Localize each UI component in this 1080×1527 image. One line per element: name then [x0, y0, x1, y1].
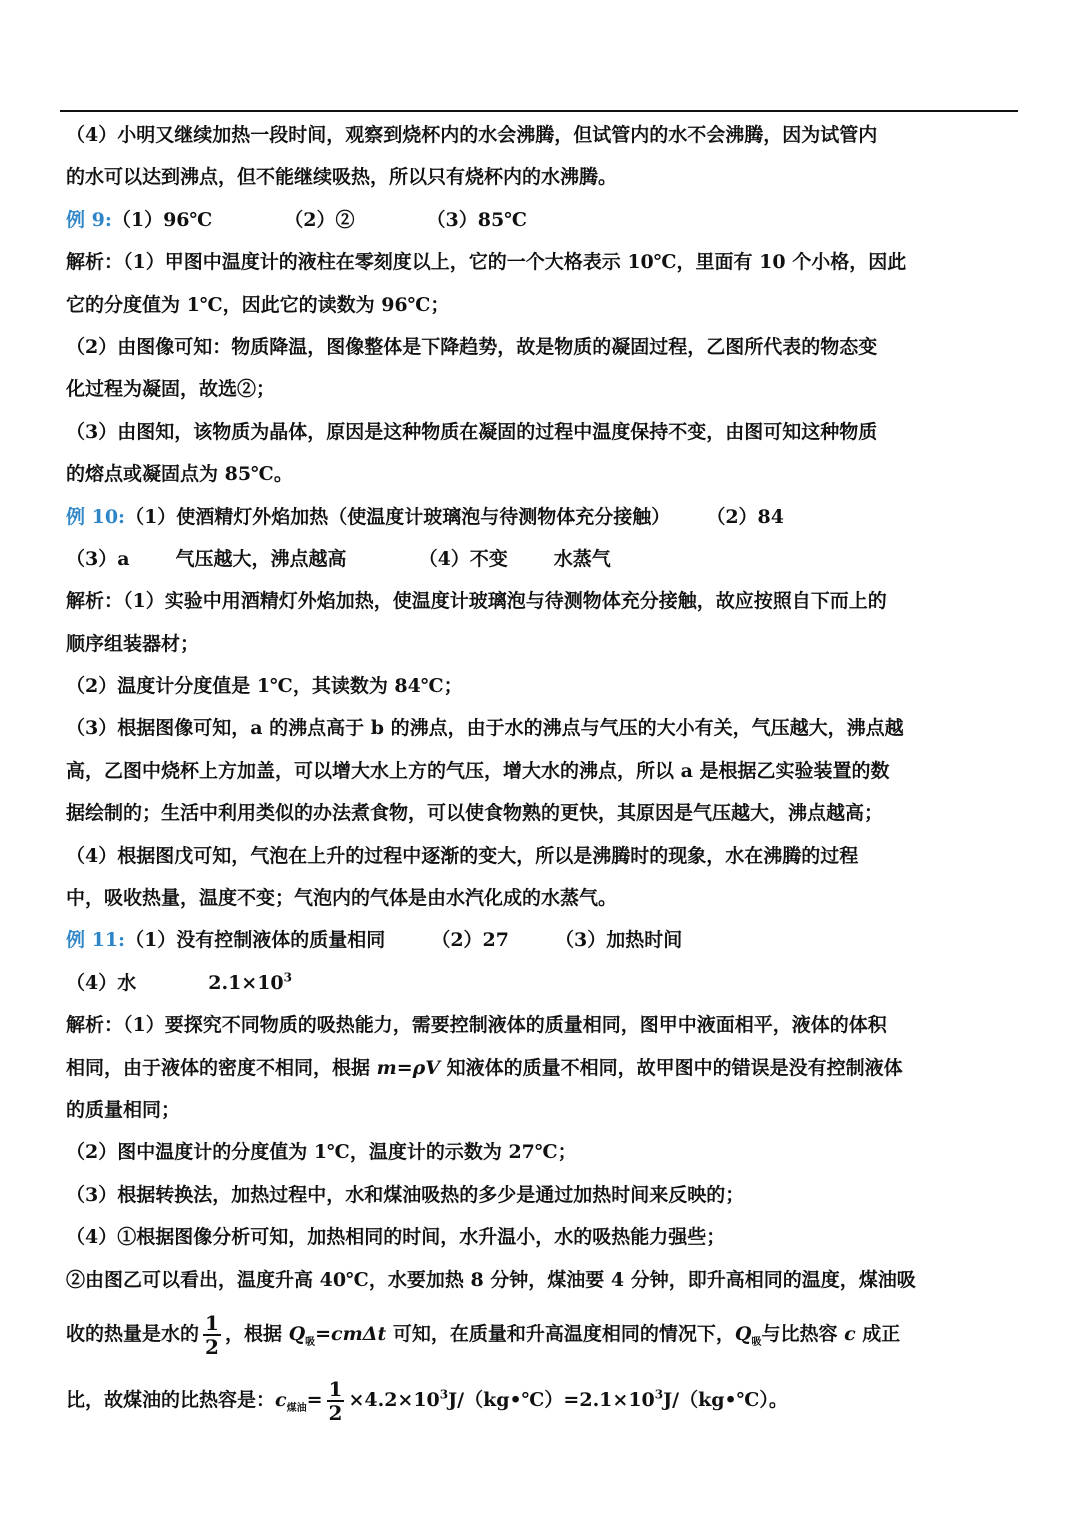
answer: （4）不变	[418, 547, 508, 570]
text-segment: J/（kg•℃）。	[663, 1388, 788, 1411]
heat-formula: =cmΔt	[315, 1322, 387, 1345]
text-line: （3）根据图像可知，a 的沸点高于 b 的沸点，由于水的沸点与气压的大小有关，气压越大，沸点越	[66, 717, 904, 740]
density-formula: m=ρV	[376, 1056, 441, 1079]
answer: （3）85℃	[426, 208, 527, 231]
text-line-with-formula	[66, 1047, 1016, 1089]
text-line: （2）由图像可知：物质降温，图像整体是下降趋势，故是物质的凝固过程，乙图所代表的物态变	[66, 335, 878, 358]
equals-sign: =	[306, 1388, 323, 1411]
example-10-answers-continued	[66, 538, 1016, 580]
fraction-denominator: 2	[205, 1334, 219, 1359]
answer: 气压越大，沸点越高	[175, 547, 347, 570]
answer: （4）水	[66, 971, 137, 994]
text-segment: 成正	[855, 1322, 901, 1345]
answer: （3）加热时间	[554, 929, 683, 952]
example-label: 例 9:	[66, 208, 112, 231]
text-line: 解析：（1）实验中用酒精灯外焰加热，使温度计玻璃泡与待测物体充分接触，故应按照自下而上的	[66, 590, 887, 613]
text-line: 解析：（1）甲图中温度计的液柱在零刻度以上，它的一个大格表示 10℃，里面有 10 个小格，因此	[66, 251, 907, 274]
text-segment: 相同，由于液体的密度不相同，根据	[66, 1056, 377, 1079]
text-line: ②由图乙可以看出，温度升高 40℃，水要加热 8 分钟，煤油要 4 分钟，即升高相同的温度，煤油吸	[66, 1268, 916, 1291]
answer-content	[66, 114, 1016, 1433]
fraction	[203, 1312, 221, 1358]
heat-symbol: Q	[288, 1322, 306, 1345]
text-line: 它的分度值为 1℃，因此它的读数为 96℃；	[66, 293, 450, 316]
text-segment: 与比热容	[761, 1322, 845, 1345]
answer: （2）②	[284, 208, 355, 231]
text-line: （4）①根据图像分析可知，加热相同的时间，水升温小，水的吸热能力强些；	[66, 1226, 726, 1249]
example-11-answers	[66, 919, 1016, 961]
text-segment: 比，故煤油的比热容是：	[66, 1388, 276, 1411]
specific-heat-value: 2.1×10	[208, 971, 284, 994]
text-segment: J/（kg•℃）=2.1×10	[448, 1388, 655, 1411]
text-line: （4）小明又继续加热一段时间，观察到烧杯内的水会沸腾，但试管内的水不会沸腾，因为试管内	[66, 124, 878, 146]
example-11-answers-continued	[66, 962, 1016, 1004]
top-divider	[60, 110, 1018, 112]
text-line: （4）根据图戊可知，气泡在上升的过程中逐渐的变大，所以是沸腾时的现象，水在沸腾的过程	[66, 844, 859, 867]
text-segment: ×4.2×10	[348, 1388, 440, 1411]
example-10-answers	[66, 496, 1016, 538]
text-segment: 知液体的质量不相同，故甲图中的错误是没有控制液体	[440, 1056, 903, 1079]
answer: （2）27	[431, 929, 509, 952]
fraction-numerator: 1	[205, 1310, 219, 1335]
specific-heat-symbol: c	[275, 1388, 287, 1411]
text-line: 的熔点或凝固点为 85℃。	[66, 463, 293, 486]
exponent: 3	[654, 1387, 664, 1402]
text-line: （3）根据转换法，加热过程中，水和煤油吸热的多少是通过加热时间来反映的；	[66, 1183, 745, 1206]
text-line: （3）由图知，该物质为晶体，原因是这种物质在凝固的过程中温度保持不变，由图可知这种物质	[66, 420, 878, 443]
example-label: 例 10:	[66, 505, 126, 528]
specific-heat-symbol: c	[844, 1322, 856, 1345]
heat-symbol: Q	[734, 1322, 752, 1345]
answer: 水蒸气	[553, 547, 611, 570]
text-line: 中，吸收热量，温度不变；气泡内的气体是由水汽化成的水蒸气。	[66, 887, 618, 910]
text-line: （2）温度计分度值是 1℃，其读数为 84℃；	[66, 675, 463, 698]
answer: （1）使酒精灯外焰加热（使温度计玻璃泡与待测物体充分接触）	[125, 505, 671, 528]
answer: （3）a	[66, 547, 130, 570]
text-line: 化过程为凝固，故选②；	[66, 378, 276, 401]
answer: （1）没有控制液体的质量相同	[125, 929, 386, 952]
example-9-answers	[66, 199, 1016, 241]
example-label: 例 11:	[66, 929, 126, 952]
answer: （2）84	[706, 505, 784, 528]
text-line: 高，乙图中烧杯上方加盖，可以增大水上方的气压，增大水的沸点，所以 a 是根据乙实验装置的数	[66, 759, 890, 782]
answer: （1）96℃	[111, 208, 213, 231]
kerosene-subscript: 煤油	[286, 1402, 307, 1414]
text-line: 的质量相同；	[66, 1098, 181, 1121]
heat-subscript: 吸	[751, 1336, 762, 1348]
exponent: 3	[439, 1387, 449, 1402]
fraction-numerator: 1	[328, 1376, 343, 1401]
text-segment: 收的热量是水的	[66, 1322, 200, 1345]
text-line-with-fraction	[66, 1301, 1016, 1367]
exponent: 3	[283, 970, 293, 985]
heat-subscript: 吸	[305, 1336, 316, 1348]
text-segment: 可知，在质量和升高温度相同的情况下，	[386, 1322, 735, 1345]
text-line: 据绘制的；生活中利用类似的办法煮食物，可以使食物熟的更快，其原因是气压越大，沸点越高；	[66, 802, 884, 825]
fraction-denominator: 2	[328, 1400, 343, 1425]
text-line: 解析：（1）要探究不同物质的吸热能力，需要控制液体的质量相同，图甲中液面相平，液体的体积	[66, 1014, 887, 1037]
text-line: 顺序组装器材；	[66, 632, 200, 655]
fraction	[327, 1378, 345, 1424]
text-segment: ，根据	[224, 1322, 289, 1345]
text-line: 的水可以达到沸点，但不能继续吸热，所以只有烧杯内的水沸腾。	[66, 166, 618, 189]
text-line: （2）图中温度计的分度值为 1℃，温度计的示数为 27℃；	[66, 1141, 577, 1164]
text-line-with-fraction	[66, 1367, 1016, 1433]
